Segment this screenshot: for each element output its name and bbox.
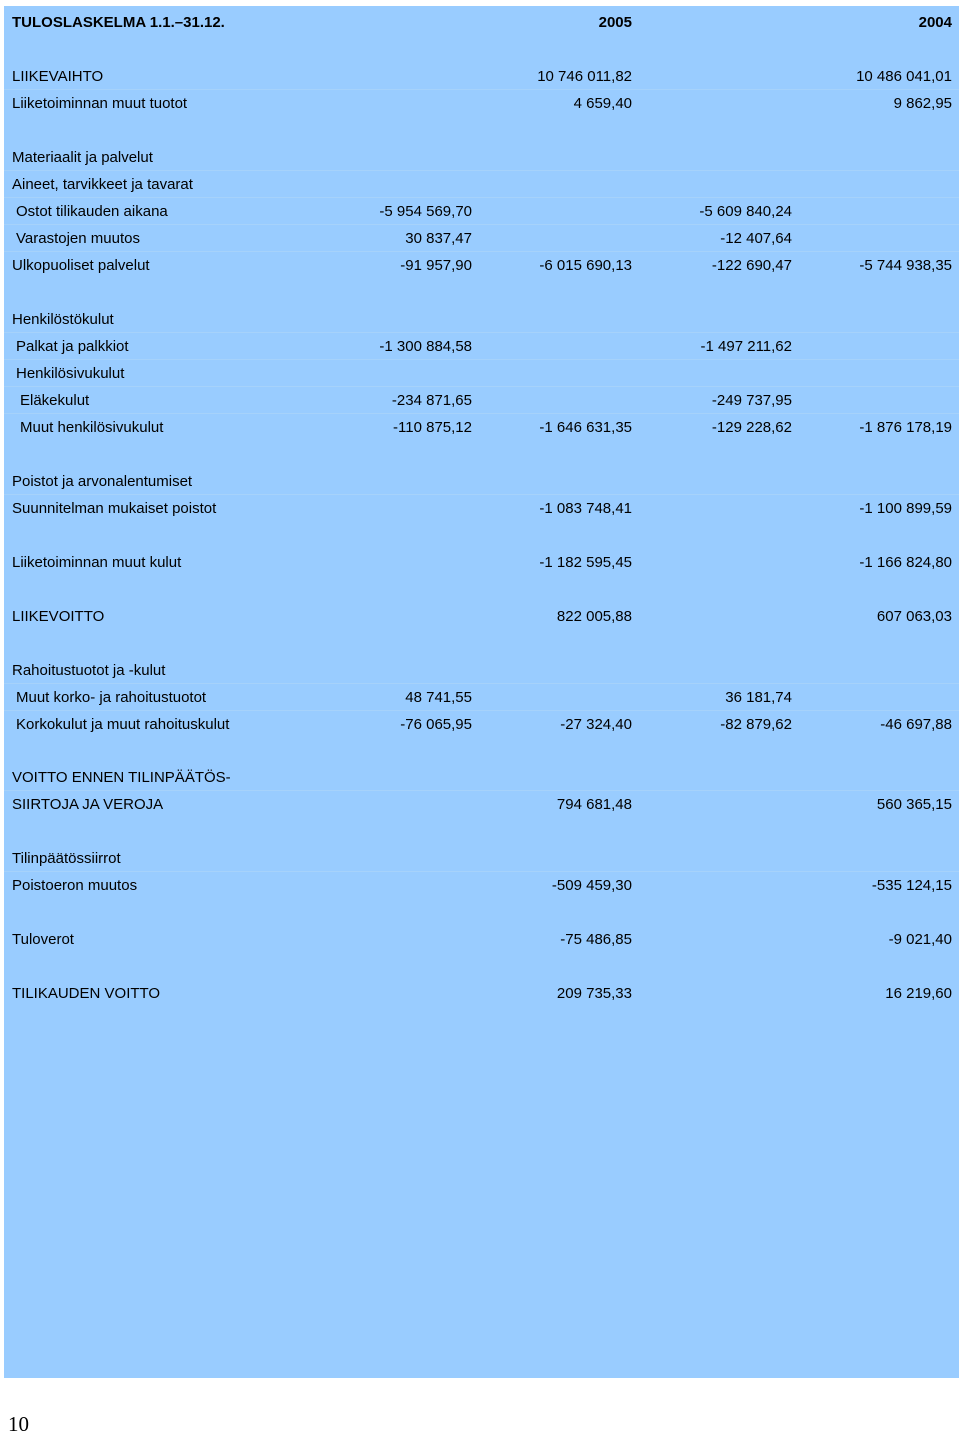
statement-row [4, 549, 959, 576]
amount-c4: 607 063,03 [876, 608, 952, 625]
income-statement-panel [4, 6, 959, 1378]
amount-c4: -1 166 824,80 [859, 554, 952, 571]
row-label: Varastojen muutos [16, 230, 140, 247]
row-label: Liiketoiminnan muut kulut [12, 554, 182, 571]
row-label: LIIKEVAIHTO [12, 68, 104, 85]
amount-c2: -1 646 631,35 [539, 419, 632, 436]
statement-row [4, 333, 959, 360]
amount-c2: -1 083 748,41 [539, 500, 632, 517]
amount-c4: -9 021,40 [888, 931, 952, 948]
row-label: Ostot tilikauden aikana [16, 203, 168, 220]
row-label: LIIKEVOITTO [12, 608, 105, 625]
amount-c2: -75 486,85 [560, 931, 632, 948]
amount-c2: -6 015 690,13 [539, 257, 632, 274]
row-label: Materiaalit ja palvelut [12, 149, 153, 166]
amount-c3: -82 879,62 [720, 716, 792, 733]
statement-row [4, 90, 959, 117]
row-label: SIIRTOJA JA VEROJA [12, 796, 164, 813]
statement-row [4, 684, 959, 711]
row-label: Liiketoiminnan muut tuotot [12, 95, 188, 112]
amount-c3: -129 228,62 [711, 419, 792, 436]
amount-c1: -91 957,90 [400, 257, 472, 274]
row-label: Muut korko- ja rahoitustuotot [16, 689, 207, 706]
amount-c2: 10 746 011,82 [537, 68, 632, 85]
amount-c3: -122 690,47 [711, 257, 792, 274]
amount-c1: 48 741,55 [405, 689, 472, 706]
row-label: Henkilöstökulut [12, 311, 114, 328]
statement-row [4, 764, 959, 791]
amount-c1: -76 065,95 [400, 716, 472, 733]
amount-c4: -1 876 178,19 [859, 419, 952, 436]
amount-c3: -12 407,64 [720, 230, 792, 247]
amount-c4: 560 365,15 [876, 796, 952, 813]
amount-c2: 794 681,48 [556, 796, 632, 813]
amount-c3: 36 181,74 [725, 689, 792, 706]
row-label: Eläkekulut [20, 392, 90, 409]
amount-c4: 10 486 041,01 [856, 68, 952, 85]
amount-c2: -27 324,40 [560, 716, 632, 733]
amount-c2: -509 459,30 [551, 877, 632, 894]
row-label: Poistot ja arvonalentumiset [12, 473, 193, 490]
row-label: Muut henkilösivukulut [20, 419, 164, 436]
statement-title: TULOSLASKELMA 1.1.–31.12. [12, 14, 225, 31]
statement-row [4, 468, 959, 495]
statement-row [4, 495, 959, 522]
statement-row [4, 980, 959, 1007]
row-label: Tilinpäätössiirrot [12, 850, 121, 867]
statement-row [4, 198, 959, 225]
statement-row [4, 252, 959, 279]
header-row [4, 9, 959, 36]
row-label: Palkat ja palkkiot [16, 338, 129, 355]
year-current-header: 2005 [598, 14, 632, 31]
row-label: Ulkopuoliset palvelut [12, 257, 150, 274]
statement-row [4, 791, 959, 818]
statement-row [4, 360, 959, 387]
amount-c3: -249 737,95 [711, 392, 792, 409]
amount-c2: 209 735,33 [556, 985, 632, 1002]
amount-c1: -234 871,65 [391, 392, 472, 409]
statement-row [4, 926, 959, 953]
amount-c2: 4 659,40 [573, 95, 632, 112]
row-label: Henkilösivukulut [16, 365, 125, 382]
statement-row [4, 711, 959, 738]
row-label: TILIKAUDEN VOITTO [12, 985, 161, 1002]
amount-c3: -5 609 840,24 [699, 203, 792, 220]
row-label: Poistoeron muutos [12, 877, 138, 894]
statement-row [4, 603, 959, 630]
amount-c2: 822 005,88 [556, 608, 632, 625]
amount-c4: -5 744 938,35 [859, 257, 952, 274]
amount-c4: 16 219,60 [885, 985, 952, 1002]
amount-c1: -110 875,12 [393, 419, 472, 436]
statement-row [4, 225, 959, 252]
amount-c4: -1 100 899,59 [859, 500, 952, 517]
amount-c1: -5 954 569,70 [379, 203, 472, 220]
year-previous-header: 2004 [918, 14, 952, 31]
statement-row [4, 144, 959, 171]
statement-row [4, 872, 959, 899]
statement-row [4, 387, 959, 414]
statement-row [4, 63, 959, 90]
statement-row [4, 657, 959, 684]
row-label: Rahoitustuotot ja -kulut [12, 662, 166, 679]
row-label: Korkokulut ja muut rahoituskulut [16, 716, 230, 733]
amount-c4: -535 124,15 [871, 877, 952, 894]
amount-c4: -46 697,88 [880, 716, 952, 733]
amount-c3: -1 497 211,62 [700, 338, 792, 355]
statement-row [4, 306, 959, 333]
statement-row [4, 171, 959, 198]
amount-c4: 9 862,95 [893, 95, 952, 112]
row-label: VOITTO ENNEN TILINPÄÄTÖS- [12, 769, 231, 786]
statement-row [4, 845, 959, 872]
row-label: Aineet, tarvikkeet ja tavarat [12, 176, 193, 193]
row-label: Suunnitelman mukaiset poistot [12, 500, 217, 517]
amount-c2: -1 182 595,45 [539, 554, 632, 571]
amount-c1: 30 837,47 [405, 230, 472, 247]
page-number: 10 [8, 1412, 29, 1436]
row-label: Tuloverot [12, 931, 74, 948]
statement-row [4, 414, 959, 441]
amount-c1: -1 300 884,58 [379, 338, 472, 355]
